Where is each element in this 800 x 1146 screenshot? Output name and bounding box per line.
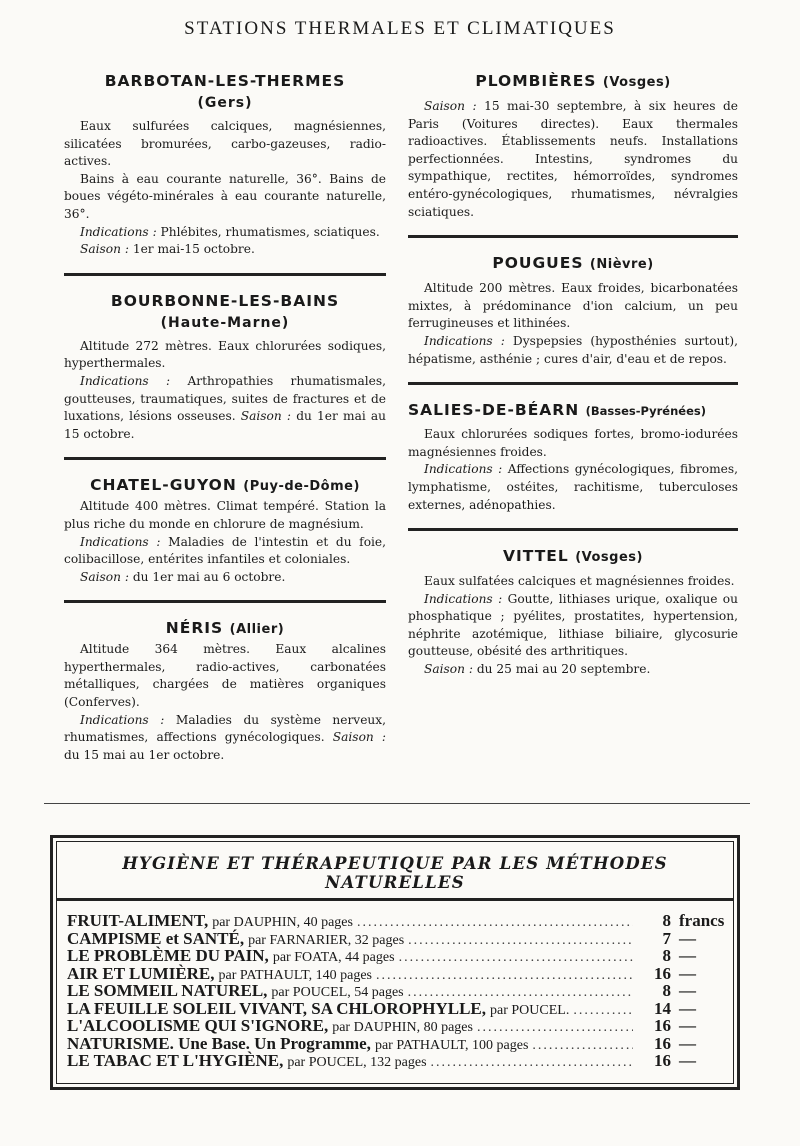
station-indications xyxy=(64,373,386,443)
section-divider xyxy=(64,457,386,460)
saison-text: 1er mai-15 octobre. xyxy=(132,242,255,257)
book-row xyxy=(67,1016,723,1034)
book-byline: par DAUPHIN, 80 pages xyxy=(332,1020,473,1035)
station-paragraph: Altitude 400 mètres. Climat tempéré. Station la plus riche du monde en chlorure de magnésium. xyxy=(64,499,386,531)
station-indications xyxy=(408,333,738,368)
station-heading xyxy=(64,617,386,641)
saison-text: 15 mai-30 septembre, à six heures de Paris (Voitures directes). Eaux thermales radioactives. Établissements neufs. Installations perfectionnées. Intestins, syndromes du sympathique, rectites, hémorroïdes, syndromes entéro-gynécologiques, rhumatismes, névralgies sciatiques. xyxy=(408,99,739,219)
indications-text: Arthropathies rhumatismales, goutteuses, traumatiques, suites de fractures et de luxations, lésions osseuses. xyxy=(64,373,386,424)
book-byline: par POUCEL, 54 pages xyxy=(271,985,404,1000)
books-advertisement-inner xyxy=(56,841,734,1084)
indications-text: Maladies de l'intestin et du foie, colibacillose, entérites infantiles et coloniales. xyxy=(64,534,387,567)
book-title: FRUIT-ALIMENT, xyxy=(67,911,209,930)
station-neris xyxy=(64,617,386,764)
station-location: (Gers) xyxy=(197,95,253,111)
station-vittel xyxy=(408,545,738,679)
indications-text: Maladies du système nerveux, rhumatismes, affections gynécologiques. xyxy=(64,712,387,745)
book-title: CAMPISME et SANTÉ, xyxy=(67,928,245,948)
saison-text: du 1er mai au 15 octobre. xyxy=(64,409,387,441)
station-saison xyxy=(408,98,738,221)
book-row xyxy=(67,911,723,929)
book-byline: par POUCEL, 132 pages xyxy=(287,1055,427,1070)
section-divider xyxy=(64,273,386,276)
saison-text: du 1er mai au 6 octobre. xyxy=(132,569,286,584)
book-price: 8 xyxy=(662,981,671,1000)
books-title-rule xyxy=(57,898,733,901)
station-heading xyxy=(64,474,386,498)
book-row xyxy=(67,999,723,1017)
saison-label: Saison : xyxy=(80,242,129,257)
indications-label: Indications : xyxy=(80,712,165,727)
book-list xyxy=(67,911,723,1069)
saison-label: Saison : xyxy=(332,730,387,745)
station-name: BOURBONNE-LES-BAINS xyxy=(110,291,340,310)
station-name: SALIES-DE-BÉARN xyxy=(408,401,580,420)
book-row xyxy=(67,981,723,999)
station-name: CHATEL-GUYON xyxy=(90,476,237,495)
book-leader-dots xyxy=(431,1055,633,1071)
station-location: (Vosges) xyxy=(602,75,671,90)
book-currency: — xyxy=(679,963,696,983)
saison-text: du 15 mai au 1er octobre. xyxy=(64,747,225,762)
station-heading xyxy=(408,545,738,569)
book-price: 14 xyxy=(654,998,671,1018)
station-chatel-guyon xyxy=(64,474,386,586)
book-byline: par DAUPHIN, 40 pages xyxy=(212,915,353,930)
station-location: (Vosges) xyxy=(575,550,643,566)
station-saison xyxy=(64,241,386,259)
book-title: LA FEUILLE SOLEIL VIVANT, SA CHLOROPHYLLE, xyxy=(67,998,486,1018)
book-byline: par PATHAULT, 100 pages xyxy=(374,1037,529,1053)
right-column xyxy=(408,70,738,679)
book-currency: — xyxy=(679,998,696,1018)
book-price: 7 xyxy=(662,928,671,948)
book-title: LE TABAC ET L'HYGIÈNE, xyxy=(67,1051,284,1070)
station-indications xyxy=(408,461,738,514)
station-paragraph: Altitude 272 mètres. Eaux chlorurées sodiques, hyperthermales. xyxy=(64,338,386,371)
book-title: AIR ET LUMIÈRE, xyxy=(67,963,215,983)
station-paragraph: Altitude 364 mètres. Eaux alcalines hyperthermales, radio-actives, carbonatées métalliques, chargées de matières organiques (Conferves). xyxy=(64,642,386,710)
station-name: BARBOTAN-LES-THERMES xyxy=(104,72,346,90)
book-row xyxy=(67,946,723,964)
book-byline: par FARNARIER, 32 pages xyxy=(248,932,405,948)
station-saison xyxy=(408,661,738,679)
station-name: POUGUES xyxy=(492,254,584,273)
books-title: HYGIÈNE ET THÉRAPEUTIQUE PAR LES MÉTHODES NATURELLES xyxy=(122,854,668,892)
station-barbotan xyxy=(64,70,386,259)
left-column xyxy=(64,70,386,764)
saison-label: Saison : xyxy=(80,569,129,584)
book-price: 16 xyxy=(654,1033,671,1053)
book-title: LE SOMMEIL NATUREL, xyxy=(67,981,268,1000)
station-name: NÉRIS xyxy=(165,619,224,638)
book-currency: — xyxy=(679,1033,696,1053)
book-row xyxy=(67,1034,723,1052)
station-paragraph: Bains à eau courante naturelle, 36°. Bains de boues végéto-minérales à eau courante naturelle, 36°. xyxy=(64,171,386,221)
indications-label: Indications : xyxy=(80,224,157,239)
book-row xyxy=(67,964,723,982)
indications-label: Indications : xyxy=(424,591,503,606)
section-divider xyxy=(408,528,738,531)
station-indications xyxy=(64,712,386,765)
book-title: LE PROBLÈME DU PAIN, xyxy=(67,946,269,965)
saison-label: Saison : xyxy=(240,409,292,424)
station-paragraph: Eaux sulfatées calciques et magnésiennes froides. xyxy=(424,574,735,589)
indications-label: Indications : xyxy=(80,534,161,549)
indications-label: Indications : xyxy=(424,462,503,477)
station-pougues xyxy=(408,252,738,368)
station-bourbonne xyxy=(64,290,386,444)
station-saison xyxy=(64,569,386,587)
book-byline: par POUCEL. xyxy=(490,1002,570,1018)
book-leader-dots xyxy=(532,1038,633,1054)
section-divider xyxy=(408,235,738,238)
book-price: 8 xyxy=(662,946,671,965)
book-currency: — xyxy=(679,946,696,965)
station-heading xyxy=(408,252,738,276)
book-currency: francs xyxy=(679,911,725,930)
indications-text: Goutte, lithiases urique, oxalique ou phosphatique ; pyélites, prostatites, hypertension, néphrite azotémique, lithiase biliaire, glycosurie goutteuse, obésité des arthritiques. xyxy=(408,591,738,659)
station-plombieres xyxy=(408,70,738,221)
book-price: 16 xyxy=(654,1051,671,1070)
book-byline: par FOATA, 44 pages xyxy=(272,950,395,965)
station-paragraph: Altitude 200 mètres. Eaux froides, bicarbonatées mixtes, à prédominance d'ion calcium, un peu ferrugineuses et lithinées. xyxy=(408,281,738,331)
book-title: L'ALCOOLISME QUI S'IGNORE, xyxy=(67,1016,329,1035)
book-price: 16 xyxy=(654,963,671,983)
book-title: NATURISME. Une Base. Un Programme, xyxy=(67,1033,371,1053)
station-paragraph: Eaux sulfurées calciques, magnésiennes, silicatées bromurées, carbo-gazeuses, radio-actives. xyxy=(64,119,386,169)
book-byline: par PATHAULT, 140 pages xyxy=(218,967,373,983)
saison-label: Saison : xyxy=(424,662,473,677)
book-currency: — xyxy=(679,1016,696,1035)
book-currency: — xyxy=(679,1051,696,1070)
book-leader-dots xyxy=(357,915,633,931)
book-price: 8 xyxy=(662,911,671,930)
book-row xyxy=(67,929,723,947)
station-salies xyxy=(408,399,738,514)
station-heading xyxy=(408,399,738,422)
station-indications xyxy=(64,224,386,242)
indications-text: Affections gynécologiques, fibromes, lymphatisme, ostéites, rachitisme, tuberculoses externes, adénopathies. xyxy=(408,462,739,512)
book-currency: — xyxy=(679,981,696,1000)
station-indications xyxy=(64,534,386,569)
station-location: (Basses-Pyrénées) xyxy=(585,404,706,419)
station-location: (Nièvre) xyxy=(589,257,654,273)
book-leader-dots xyxy=(408,933,633,949)
book-currency: — xyxy=(679,928,696,948)
indications-text: Dyspepsies (hyposthénies surtout), hépatisme, asthénie ; cures d'air, d'eau et de repos. xyxy=(408,333,738,366)
section-divider xyxy=(408,382,738,385)
station-location: (Haute-Marne) xyxy=(160,314,290,331)
indications-text: Phlébites, rhumatismes, sciatiques. xyxy=(160,224,380,239)
section-divider xyxy=(64,600,386,603)
saison-text: du 25 mai au 20 septembre. xyxy=(476,662,651,677)
book-price: 16 xyxy=(654,1016,671,1035)
station-location: (Puy-de-Dôme) xyxy=(243,479,360,495)
page-title: STATIONS THERMALES ET CLIMATIQUES xyxy=(184,18,616,39)
station-location: (Allier) xyxy=(229,622,285,638)
saison-label: Saison : xyxy=(424,99,477,113)
station-name: PLOMBIÈRES xyxy=(475,72,597,90)
station-name: VITTEL xyxy=(503,547,569,566)
book-leader-dots xyxy=(477,1020,633,1036)
indications-label: Indications : xyxy=(424,333,505,348)
indications-label: Indications : xyxy=(80,373,171,388)
book-leader-dots xyxy=(376,968,633,984)
book-row xyxy=(67,1051,723,1069)
book-leader-dots xyxy=(573,1003,633,1019)
station-indications xyxy=(408,591,738,661)
station-heading xyxy=(408,70,738,94)
book-leader-dots xyxy=(399,950,633,966)
station-paragraph: Eaux chlorurées sodiques fortes, bromo-iodurées magnésiennes froides. xyxy=(408,427,738,459)
books-advertisement xyxy=(50,835,740,1090)
page-divider xyxy=(44,803,750,804)
